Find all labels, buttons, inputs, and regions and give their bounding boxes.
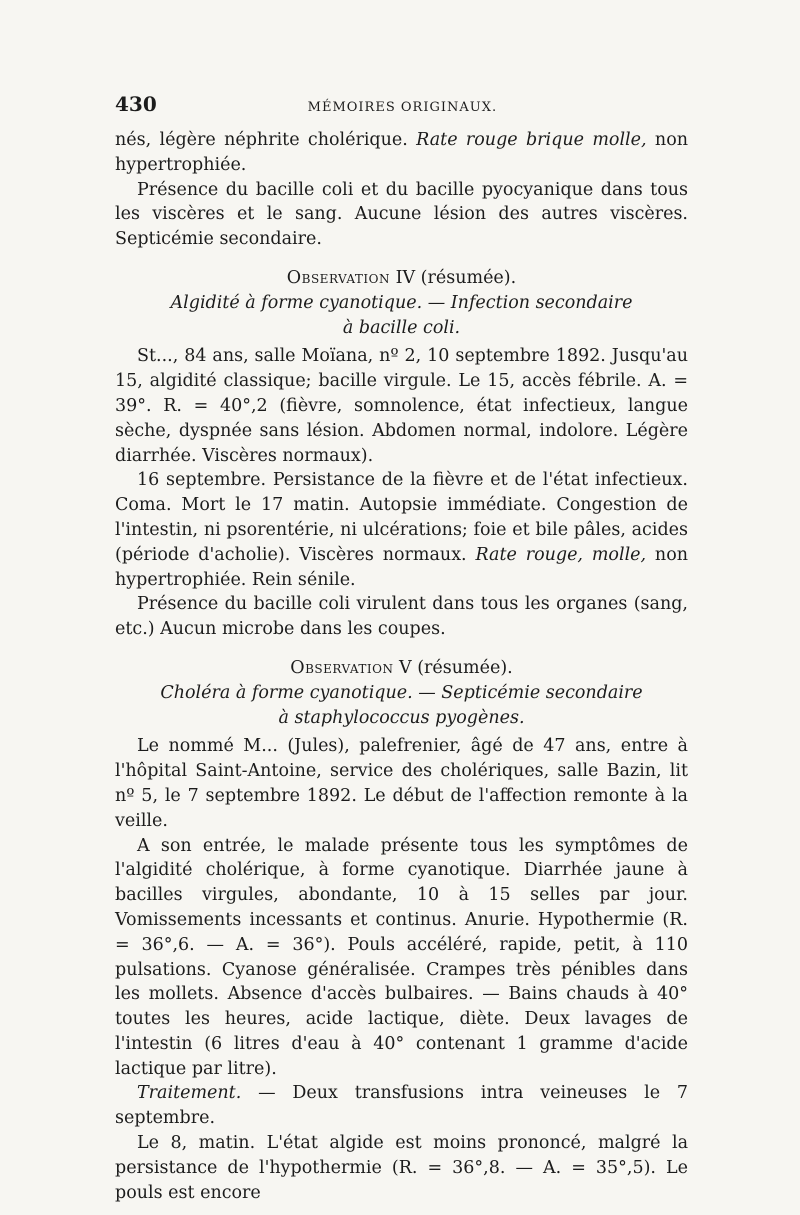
text-run: 16 septembre. Persistance de la fièvre et de l'état infectieux. Coma. Mort le 17 matin. Autopsie immédiate. Congestion de l'intestin, ni psorentérie, ni ulcérations; foie et bile pâles, acides (période d'acholie). Viscères normaux. [115, 470, 688, 565]
observation-4-subtitle [115, 291, 688, 341]
observation-5-paragraph-2: A son entrée, le malade présente tous les symptômes de l'algidité cholérique, à forme cyanotique. Diarrhée jaune à bacilles virgules, abondante, 10 à 15 selles par jour. Vomissements incessants et continus. Anurie. Hypothermie (R. = 36°,6. — A. = 36°). Pouls accéléré, rapide, petit, à 110 pulsations. Cyanose généralisée. Crampes très pénibles dans les mollets. Absence d'accès bulbaires. — Bains chauds à 40° toutes les heures, acide lactique, diète. Deux lavages de l'intestin (6 litres d'eau à 40° contenant 1 gramme d'acide lactique par litre). [115, 835, 688, 1079]
running-head: MÉMOIRES ORIGINAUX. [307, 100, 498, 115]
heading-label: Observation [290, 657, 394, 678]
spacer [115, 642, 688, 652]
observation-4-paragraph-1: St..., 84 ans, salle Moïana, nº 2, 10 septembre 1892. Jusqu'au 15, algidité classique; bacille virgule. Le 15, accès fébrile. A. = 39°. R. = 40°,2 (fièvre, somnolence, état infectieux, langue sèche, dyspnée sans lésion. Abdomen normal, indolore. Légère diarrhée. Viscères normaux). [115, 346, 688, 466]
observation-4-heading [115, 266, 688, 291]
subtitle-line: à staphylococcus pyogènes. [278, 707, 525, 728]
observation-5-paragraph-3 [115, 1081, 688, 1131]
page-number: 430 [115, 92, 157, 116]
observation-4-paragraph-2 [115, 468, 688, 592]
text-run: nés, légère néphrite cholérique. [115, 130, 417, 150]
italic-text-run: Rate rouge brique molle, [416, 130, 647, 150]
subtitle-line: Choléra à forme cyanotique. — Septicémie secondaire [160, 682, 643, 703]
observation-5-paragraph-4: Le 8, matin. L'état algide est moins prononcé, malgré la persistance de l'hypothermie (R. = 36°,8. — A. = 35°,5). Le pouls est encore [115, 1133, 688, 1203]
intro-paragraph-1 [115, 128, 688, 178]
heading-rest: V (résumée). [393, 657, 513, 678]
text-block [115, 92, 688, 1205]
text-run: non hypertrophiée. Rein sénile. [115, 544, 689, 590]
spacer [115, 252, 688, 262]
intro-paragraph-2: Présence du bacille coli et du bacille pyocyanique dans tous les viscères et le sang. Aucune lésion des autres viscères. Septicémie secondaire. [115, 179, 688, 250]
heading-rest: IV (résumée). [390, 267, 517, 288]
page-header [115, 92, 688, 128]
text-run: — Deux transfusions intra veineuses le 7 septembre. [115, 1083, 688, 1129]
subtitle-line: à bacille coli. [342, 317, 461, 338]
text-run: non hypertrophiée. [115, 130, 689, 175]
observation-5-subtitle [115, 681, 688, 731]
observation-5-heading [115, 656, 688, 681]
observation-4-paragraph-3: Présence du bacille coli virulent dans tous les organes (sang, etc.) Aucun microbe dans les coupes. [115, 594, 688, 640]
italic-text-run: Rate rouge, molle, [475, 544, 647, 565]
heading-label: Observation [286, 267, 390, 288]
observation-5-paragraph-1: Le nommé M... (Jules), palefrenier, âgé de 47 ans, entre à l'hôpital Saint-Antoine, service des cholériques, salle Bazin, lit nº 5, le 7 septembre 1892. Le début de l'affection remonte à la veille. [115, 736, 688, 831]
subtitle-line: Algidité à forme cyanotique. — Infection secondaire [170, 292, 633, 313]
italic-text-run: Traitement. [137, 1083, 242, 1104]
